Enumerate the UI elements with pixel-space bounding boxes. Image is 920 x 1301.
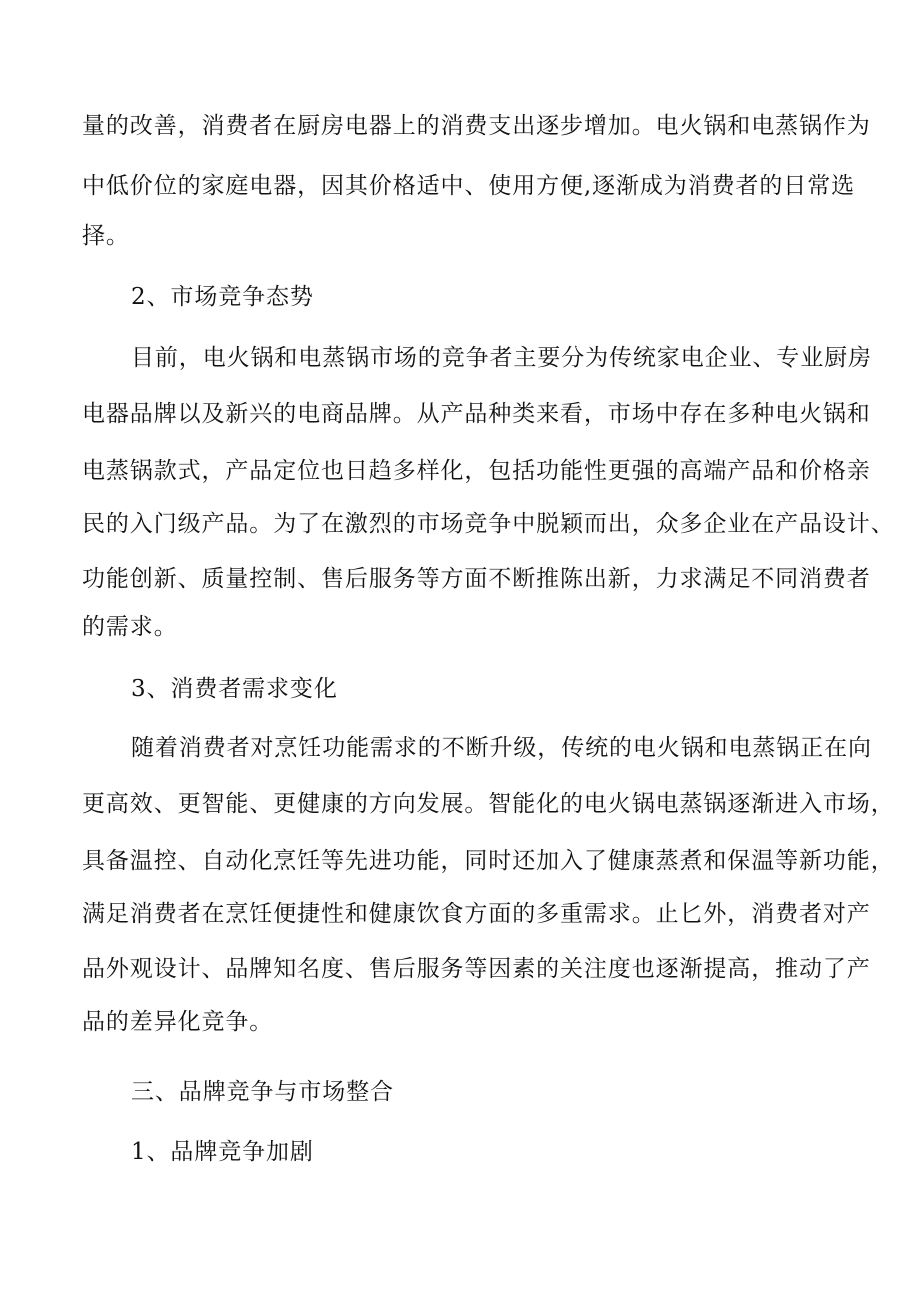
paragraph-line: 电器品牌以及新兴的电商品牌。从产品种类来看，市场中存在多种电火锅和: [82, 401, 871, 427]
paragraph-line: 择。: [82, 223, 130, 249]
section-heading: 1、品牌竞争加剧: [131, 1139, 314, 1165]
paragraph-line: 功能创新、质量控制、售后服务等方面不断推陈出新，力求满足不同消费者: [82, 566, 871, 592]
paragraph-line: 目前，电火锅和电蒸锅市场的竞争者主要分为传统家电企业、专业厨房: [131, 345, 872, 371]
paragraph-line: 量的改善，消费者在厨房电器上的消费支出逐步增加。电火锅和电蒸锅作为: [82, 113, 871, 139]
section-heading: 3、消费者需求变化: [131, 676, 338, 702]
paragraph-line: 更高效、更智能、更健康的方向发展。智能化的电火锅电蒸锅逐渐进入市场，: [82, 791, 895, 817]
paragraph-line: 中低价位的家庭电器，因其价格适中、使用方便,逐渐成为消费者的日常选: [82, 173, 856, 199]
paragraph-line: 电蒸锅款式，产品定位也日趋多样化，包括功能性更强的高端产品和价格亲: [82, 458, 871, 484]
paragraph-line: 随着消费者对烹饪功能需求的不断升级，传统的电火锅和电蒸锅正在向: [131, 735, 872, 761]
paragraph-line: 民的入门级产品。为了在激烈的市场竞争中脱颖而出，众多企业在产品设计、: [82, 511, 895, 537]
paragraph-line: 的需求。: [82, 614, 178, 640]
section-heading: 2、市场竞争态势: [131, 284, 314, 310]
paragraph-line: 具备温控、自动化烹饪等先进功能，同时还加入了健康蒸煮和保温等新功能，: [82, 848, 895, 874]
paragraph-line: 满足消费者在烹饪便捷性和健康饮食方面的多重需求。止匕外，消费者对产: [82, 901, 871, 927]
paragraph-line: 品的差异化竞争。: [82, 1009, 274, 1035]
chapter-heading: 三、品牌竞争与市场整合: [131, 1079, 394, 1105]
paragraph-line: 品外观设计、品牌知名度、售后服务等因素的关注度也逐渐提高，推动了产: [82, 956, 871, 982]
